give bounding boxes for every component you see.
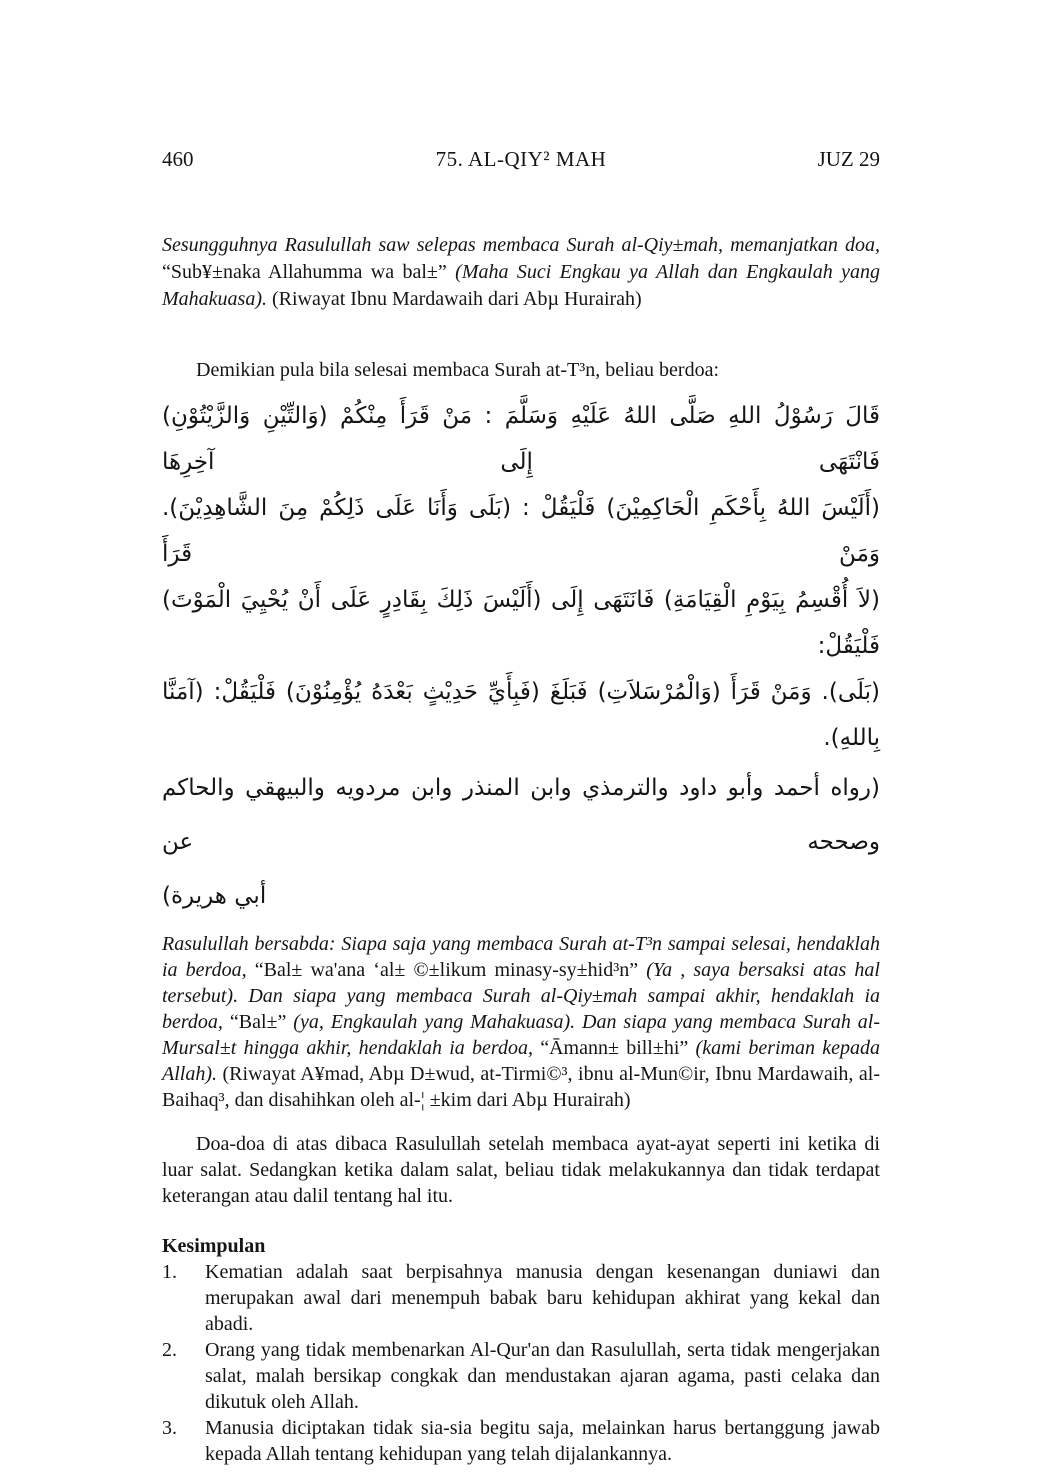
kesimpulan-list (162, 1259, 880, 1467)
text-segment: “Āmann± bill±hi” (540, 1037, 696, 1059)
list-item (162, 1337, 880, 1415)
text-segment: Rasulullah bersabda: Siapa saja yang membaca Surah at-T³n sampai selesai, hendaklah ia berdoa, (162, 933, 880, 981)
running-header (162, 146, 880, 172)
page-number: 460 (162, 147, 194, 171)
kesimpulan-heading: Kesimpulan (162, 1235, 266, 1257)
paragraph-intro (162, 357, 880, 383)
text-segment: (kami beriman kepada Allah). (162, 1037, 880, 1085)
juz-label: JUZ 29 (817, 147, 880, 171)
list-item (162, 1259, 880, 1337)
list-item-text: Kematian adalah saat berpisahnya manusia dengan kesenangan duniawi dan merupakan awal dari menempuh babak baru kehidupan akhirat yang kekal dan abadi. (205, 1261, 880, 1335)
text-segment: (Ya , saya bersaksi atas hal tersebut). Dan siapa yang membaca Surah al-Qiy±mah sampai akhir, hendaklah ia berdoa, (162, 959, 880, 1033)
text-segment: (Maha Suci Engkau ya Allah dan Engkaulah yang Mahakuasa). (162, 261, 880, 310)
list-item-text: Orang yang tidak membenarkan Al-Qur'an dan Rasulullah, serta tidak mengerjakan salat, malah bersikap congkak dan mendustakan ajaran agama, pasti celaka dan dikutuk oleh Allah. (205, 1339, 880, 1413)
list-item-number: 1. (162, 1261, 177, 1283)
text-segment: Demikian pula bila selesai membaca Surah at-T³n, beliau berdoa: (196, 359, 720, 381)
list-item-text: Manusia diciptakan tidak sia-sia begitu saja, melainkan harus bertanggung jawab kepada Allah tentang kehidupan yang telah dijalankannya. (205, 1417, 880, 1465)
arabic-line: (أَلَيْسَ اللهُ بِأَحْكَمِ الْحَاكِمِيْنَ) فَلْيَقُلْ : (بَلَى وَأَنَا عَلَى ذَلِكُمْ مِنَ الشَّاهِدِيْنَ). وَمَنْ قَرَأَ (162, 495, 880, 567)
paragraph-doa-note (162, 1131, 880, 1209)
text-segment: Doa-doa di atas dibaca Rasulullah setelah membaca ayat-ayat seperti ini ketika di luar salat. Sedangkan ketika dalam salat, beliau tidak melakukannya dan tidak terdapat keterangan atau dalil tentang hal itu. (162, 1133, 880, 1207)
page-content (162, 0, 880, 1467)
arabic-line: قَالَ رَسُوْلُ اللهِ صَلَّى اللهُ عَلَيْهِ وَسَلَّمَ : مَنْ قَرَأَ مِنْكُمْ (وَالتِّيْنِ وَالزَّيْتُوْنِ) فَانْتَهَى إِلَى آخِرِهَا (162, 403, 880, 475)
chapter-title: 75. AL-QIY² MAH (435, 147, 607, 171)
arabic-attribution-line: أبي هريرة) (162, 883, 267, 909)
text-segment: (ya, Engkaulah yang Mahakuasa). Dan siapa yang membaca Surah al-Mursal±t hingga akhir, hendaklah ia berdoa, (162, 1011, 880, 1059)
text-segment: Sesungguhnya Rasulullah saw selepas membaca Surah al-Qiy±mah, memanjatkan doa, (162, 234, 880, 256)
list-item-number: 2. (162, 1339, 177, 1361)
list-item-number: 3. (162, 1417, 177, 1439)
text-segment: “Sub¥±naka Allahumma wa bal±” (162, 261, 456, 283)
arabic-line: (بَلَى). وَمَنْ قَرَأَ (وَالْمُرْسَلاَتِ) فَبَلَغَ (فَبِأَيِّ حَدِيْثٍ بَعْدَهُ يُؤْمِنُوْنَ) فَلْيَقُلْ: (آمَنَّا بِاللهِ). (162, 679, 880, 751)
paragraph-translation-hadith (162, 931, 880, 1113)
text-segment: “Bal± wa'ana ‘al± ©±likum minasy-sy±hid³n” (254, 959, 647, 981)
paragraph-translation-qiyamah (162, 232, 880, 313)
arabic-hadith-block (162, 393, 880, 923)
arabic-line: (لاَ أُقْسِمُ بِيَوْمِ الْقِيَامَةِ) فَانَتَهَى إِلَى (أَلَيْسَ ذَلِكَ بِقَادِرٍ عَلَى أَنْ يُحْيِيَ الْمَوْتَ) فَلْيَقُلْ: (162, 587, 880, 659)
list-item (162, 1415, 880, 1467)
text-segment: (Riwayat A¥mad, Abµ D±wud, at-Tirmi©³, ibnu al-Mun©ir, Ibnu Mardawaih, al-Baihaq³, dan disahihkan oleh al-¦ ±kim dari Abµ Hurairah) (162, 1063, 880, 1111)
text-segment: (Riwayat Ibnu Mardawaih dari Abµ Hurairah) (271, 288, 642, 310)
arabic-attribution-line: (رواه أحمد وأبو داود والترمذي وابن المنذر وابن مردويه والبيهقي والحاكم وصححه عن (162, 775, 880, 855)
text-segment: “Bal±” (229, 1011, 294, 1033)
